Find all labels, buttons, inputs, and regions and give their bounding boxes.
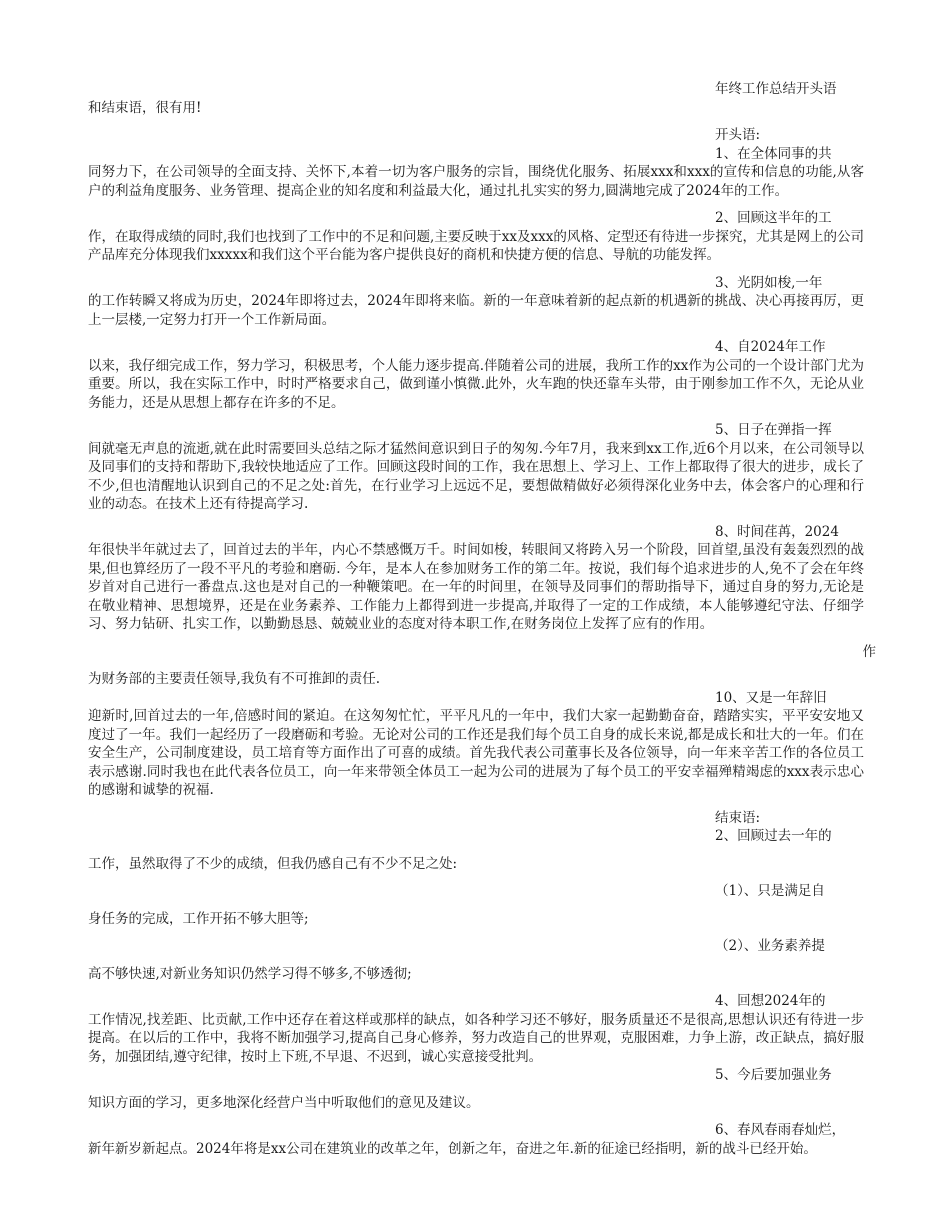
paragraph-body: 身任务的完成，工作开拓不够大胆等; bbox=[88, 910, 309, 927]
closing-paragraph-5 bbox=[88, 1066, 864, 1112]
paragraph-lead: 5、今后要加强业务 bbox=[715, 1067, 832, 1083]
opening-paragraph-8 bbox=[88, 523, 864, 634]
paragraph-body: 作，在取得成绩的同时,我们也找到了工作中的不足和问题,主要反映于xx及xxx的风格、定型还有待进一步探究，尤其是网上的公司产品库充分体现我们xxxxx和我们这个平台能为客户提供良好的商机和快捷方便的信息、导航的功能发挥。 bbox=[88, 228, 864, 263]
closing-paragraph-1 bbox=[88, 827, 864, 873]
paragraph-body: 年很快半年就过去了，回首过去的半年，内心不禁感慨万千。时间如梭，转眼间又将跨入另一个阶段，回首望,虽没有轰轰烈烈的战果,但也算经历了一段不平凡的考验和磨砺. 今年，是本人在参加财务工作的第二年。按说，我们每个追求进步的人,免不了会在年终岁首对自己进行一番盘点.这也是对自己的一种鞭策吧。在一年的时间里，在领导及同事们的帮助指导下，通过自身的努力,无论是在敬业精神、思想境界，还是在业务素养、工作能力上都得到进一步提高,并取得了一定的工作成绩，本人能够遵纪守法、仔细学习、努力钻研、扎实工作，以勤勤恳恳、兢兢业业的态度对待本职工作,在财务岗位上发挥了应有的作用。 bbox=[88, 542, 864, 632]
document-title: 年终工作总结开头语 bbox=[715, 81, 837, 97]
paragraph-lead: 3、光阴如梭,一年 bbox=[715, 274, 823, 291]
opening-paragraph-10 bbox=[88, 689, 864, 800]
paragraph-lead: 2、回顾这半年的工 bbox=[715, 210, 832, 226]
paragraph-body: 迎新时,回首过去的一年,倍感时间的紧迫。在这匆匆忙忙，平平凡凡的一年中，我们大家一起勤勤奋奋，踏踏实实，平平安安地又度过了一年。我们一起经历了一段磨砺和考验。无论对公司的工作还是我们每个员工自身的成长来说,都是成长和壮大的一年。们在安全生产，公司制度建设，员工培育等方面作出了可喜的成绩。首先我代表公司董事长及各位领导，向一年来辛苦工作的各位员工表示感谢.同时我也在此代表各位员工，向一年来带领全体员工一起为公司的进展为了每个员工的平安幸福殚精竭虑的xxx表示忠心的感谢和诚挚的祝福. bbox=[88, 708, 864, 798]
paragraph-body: 间就毫无声息的流逝,就在此时需要回头总结之际才猛然间意识到日子的匆匆.今年7月，我来到xx工作,近6个月以来，在公司领导以及同事们的支持和帮助下,我较快地适应了工作。回顾这段时间的工作，我在思想上、学习上、工作上都取得了很大的进步，成长了不少,但也清醒地认识到自己的不足之处:首先，在行业学习上远远不足，要想做精做好必须得深化业务中去，体会客户的心理和行业的动态。在技术上还有待提高学习. bbox=[88, 440, 864, 512]
paragraph-lead: 6、春风春雨春灿烂， bbox=[715, 1122, 846, 1138]
paragraph-body: 工作，虽然取得了不少的成绩，但我仍感自己有不少不足之处: bbox=[88, 855, 458, 872]
paragraph-lead: 1、在全体同事的共 bbox=[715, 145, 832, 162]
closing-paragraph-2 bbox=[88, 882, 864, 928]
paragraph-body: 知识方面的学习，更多地深化经营户当中听取他们的意见及建议。 bbox=[88, 1094, 480, 1111]
closing-paragraph-4 bbox=[88, 992, 864, 1066]
opening-heading: 开头语: bbox=[715, 127, 761, 143]
document-subtitle: 和结束语，很有用! bbox=[88, 99, 202, 116]
opening-paragraph-5 bbox=[88, 421, 864, 514]
opening-paragraph-1 bbox=[88, 145, 864, 201]
closing-paragraph-6 bbox=[88, 1121, 864, 1158]
closing-heading: 结束语: bbox=[715, 809, 761, 826]
responsibility-line: 为财务部的主要责任领导,我负有不可推卸的责任. bbox=[88, 671, 381, 687]
paragraph-body: 以来，我仔细完成工作，努力学习，积极思考，个人能力逐步提高.伴随着公司的进展，我所工作的xx作为公司的一个设计部门尤为重要。所以，我在实际工作中，时时严格要求自己，做到谨小慎微.此外，火车跑的快还靠车头带，由于刚参加工作不久，无论从业务能力，还是从思想上都存在许多的不足。 bbox=[88, 357, 864, 411]
paragraph-body: 同努力下，在公司领导的全面支持、关怀下,本着一切为客户服务的宗旨，围绕优化服务、拓展xxx和xxx的宣传和信息的功能,从客户的利益角度服务、业务管理、提高企业的知名度和利益最大化，通过扎扎实实的努力,圆满地完成了2024年的工作。 bbox=[88, 164, 864, 199]
paragraph-lead: 4、自2024年工作 bbox=[715, 339, 826, 355]
paragraph-lead: 4、回想2024年的 bbox=[715, 993, 826, 1009]
paragraph-body: 新年新岁新起点。2024年将是xx公司在建筑业的改革之年，创新之年，奋进之年.新的征途已经指明，新的战斗已经开始。 bbox=[88, 1140, 817, 1157]
closing-paragraph-3 bbox=[88, 937, 864, 983]
paragraph-body: 高不够快速,对新业务知识仍然学习得不够多,不够透彻; bbox=[88, 965, 412, 982]
opening-paragraph-3 bbox=[88, 274, 864, 330]
paragraph-lead: （1）、只是满足自 bbox=[715, 883, 825, 899]
paragraph-lead: 8、时间荏苒，2024 bbox=[715, 523, 839, 540]
paragraph-body: 的工作转瞬又将成为历史，2024年即将过去，2024年即将来临。新的一年意味着新的起点新的机遇新的挑战、决心再接再厉，更上一层楼,一定努力打开一个工作新局面。 bbox=[88, 293, 864, 328]
paragraph-lead: 10、又是一年辞旧 bbox=[715, 689, 827, 706]
paragraph-lead: 2、回顾过去一年的 bbox=[715, 828, 832, 844]
paragraph-body: 工作情况,找差距、比贡献,工作中还存在着这样或那样的缺点，如各种学习还不够好，服务质量还不是很高,思想认识还有待进一步提高。在以后的工作中，我将不断加强学习,提高自己身心修养，努力改造自己的世界观，克服困难，力争上游，改正缺点，搞好服务，加强团结,遵守纪律，按时上下班,不早退、不迟到，诚心实意接受批判。 bbox=[88, 1011, 864, 1065]
stray-character: 作 bbox=[862, 643, 876, 660]
opening-paragraph-2 bbox=[88, 209, 864, 265]
opening-paragraph-4 bbox=[88, 338, 864, 412]
paragraph-lead: （2）、业务素养提 bbox=[715, 938, 825, 954]
document-page bbox=[88, 80, 876, 1158]
paragraph-lead: 5、日子在弹指一挥 bbox=[715, 422, 832, 438]
